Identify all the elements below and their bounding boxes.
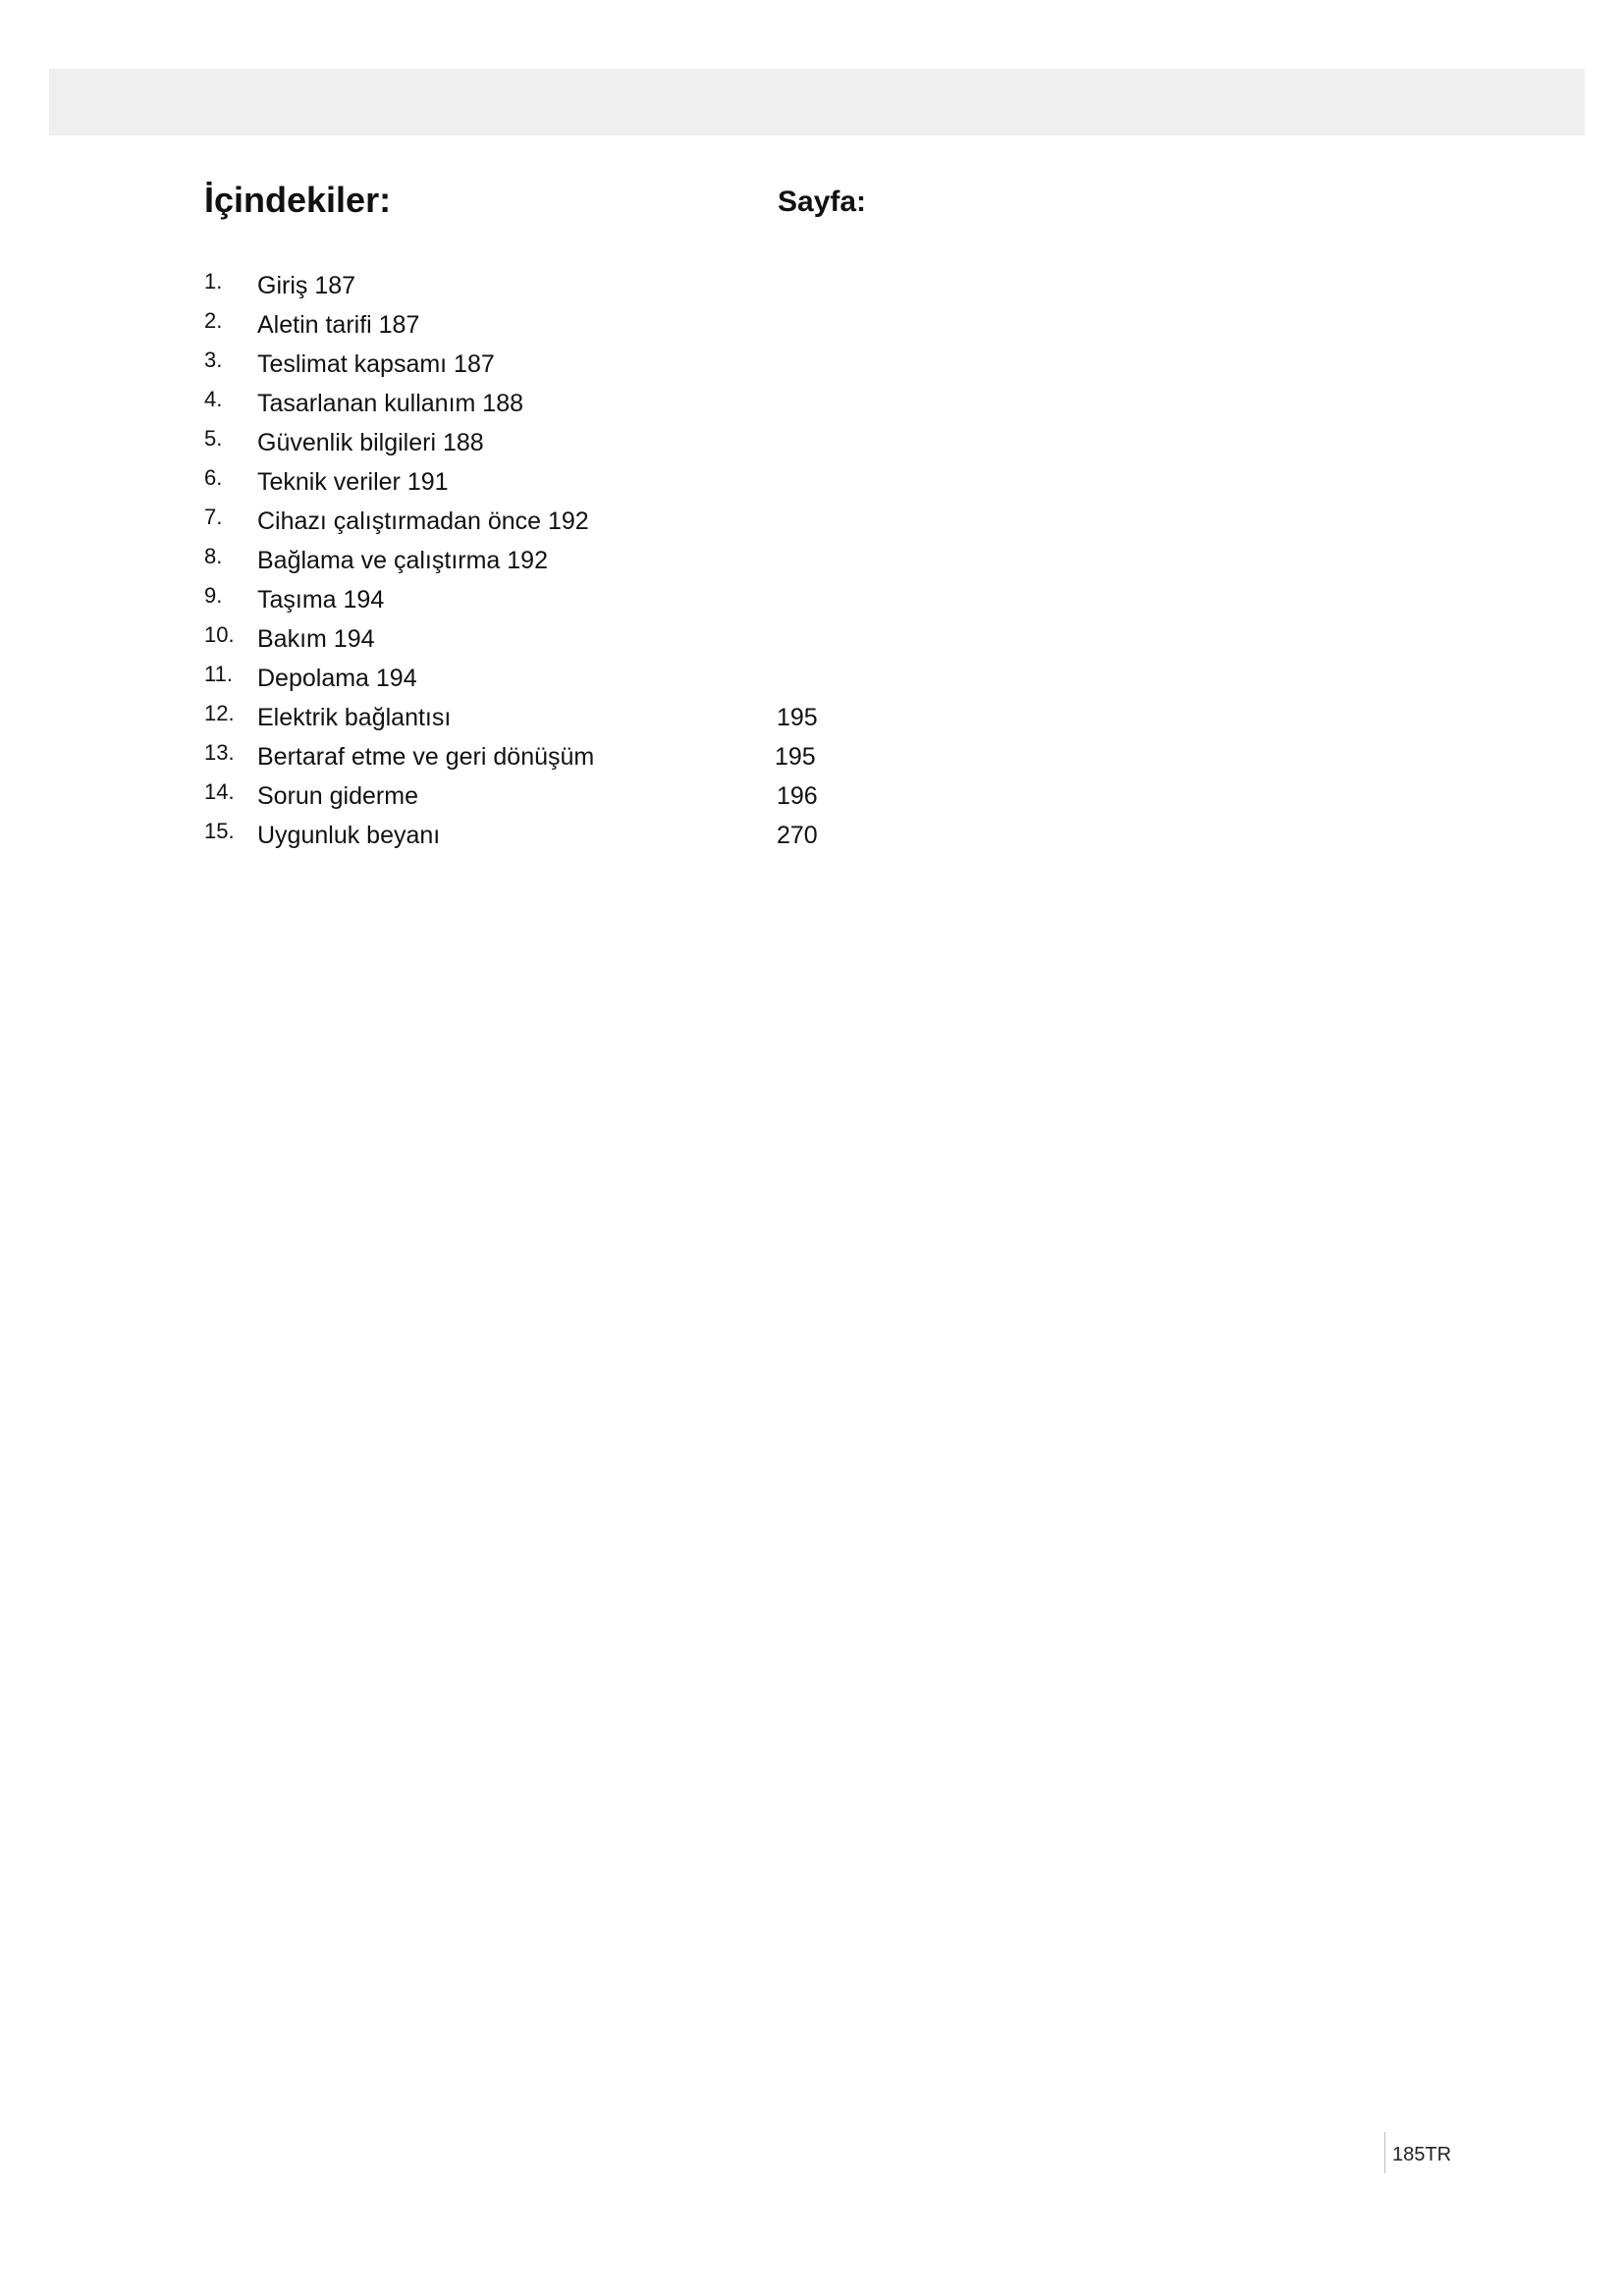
toc-entry-number: 5. [204, 426, 223, 451]
toc-entry-title: Bakım 194 [257, 625, 375, 653]
page-number: 185TR [1392, 2144, 1452, 2165]
toc-entry[interactable] [204, 304, 892, 344]
toc-entry[interactable] [204, 540, 892, 579]
toc-list [204, 265, 892, 854]
toc-entry-title: Uygunluk beyanı [257, 822, 441, 849]
toc-entry[interactable] [204, 501, 892, 540]
toc-entry-number: 13. [204, 740, 235, 765]
toc-entry-title: Taşıma 194 [257, 586, 385, 614]
toc-entry-title: Giriş 187 [257, 272, 356, 299]
toc-entry-title: Aletin tarifi 187 [257, 311, 420, 339]
toc-entry[interactable] [204, 658, 892, 697]
toc-entry-title: Teknik veriler 191 [257, 468, 449, 496]
toc-entry-number: 7. [204, 505, 223, 529]
toc-entry-number: 4. [204, 387, 223, 411]
page-column-heading: Sayfa: [778, 186, 867, 218]
toc-entry-title: Bertaraf etme ve geri dönüşüm [257, 743, 595, 771]
toc-entry-title: Teslimat kapsamı 187 [257, 350, 495, 378]
toc-entry[interactable] [204, 265, 892, 304]
toc-entry[interactable] [204, 579, 892, 618]
toc-entry[interactable] [204, 736, 892, 775]
toc-entry-number: 12. [204, 701, 235, 725]
toc-entry-number: 10. [204, 622, 235, 647]
toc-entry-title: Sorun giderme [257, 782, 418, 810]
toc-entry[interactable] [204, 618, 892, 658]
footer-divider [1384, 2132, 1385, 2173]
toc-entry-title: Cihazı çalıştırmadan önce 192 [257, 507, 589, 535]
toc-entry-number: 15. [204, 819, 235, 843]
toc-entry[interactable] [204, 461, 892, 501]
toc-entry-number: 3. [204, 347, 223, 372]
toc-entry-number: 2. [204, 308, 223, 333]
toc-entry[interactable] [204, 422, 892, 461]
toc-entry[interactable] [204, 697, 892, 736]
toc-entry[interactable] [204, 383, 892, 422]
toc-entry-number: 1. [204, 269, 223, 294]
toc-entry-number: 14. [204, 779, 235, 804]
toc-entry-title: Elektrik bağlantısı [257, 704, 452, 731]
toc-entry[interactable] [204, 344, 892, 383]
header-band [49, 69, 1585, 135]
toc-entry-number: 11. [204, 662, 233, 686]
toc-entry-page: 270 [777, 822, 818, 849]
toc-heading: İçindekiler: [204, 180, 392, 220]
toc-entry-title: Depolama 194 [257, 665, 417, 692]
toc-entry-number: 9. [204, 583, 223, 608]
toc-entry-page: 195 [775, 743, 816, 771]
toc-entry-page: 195 [777, 704, 818, 731]
toc-entry-title: Bağlama ve çalıştırma 192 [257, 547, 548, 574]
toc-entry[interactable] [204, 775, 892, 815]
toc-entry-title: Tasarlanan kullanım 188 [257, 390, 523, 417]
toc-entry-number: 8. [204, 544, 223, 568]
toc-entry[interactable] [204, 815, 892, 854]
toc-entry-title: Güvenlik bilgileri 188 [257, 429, 484, 456]
toc-entry-page: 196 [777, 782, 818, 810]
toc-entry-number: 6. [204, 465, 223, 490]
